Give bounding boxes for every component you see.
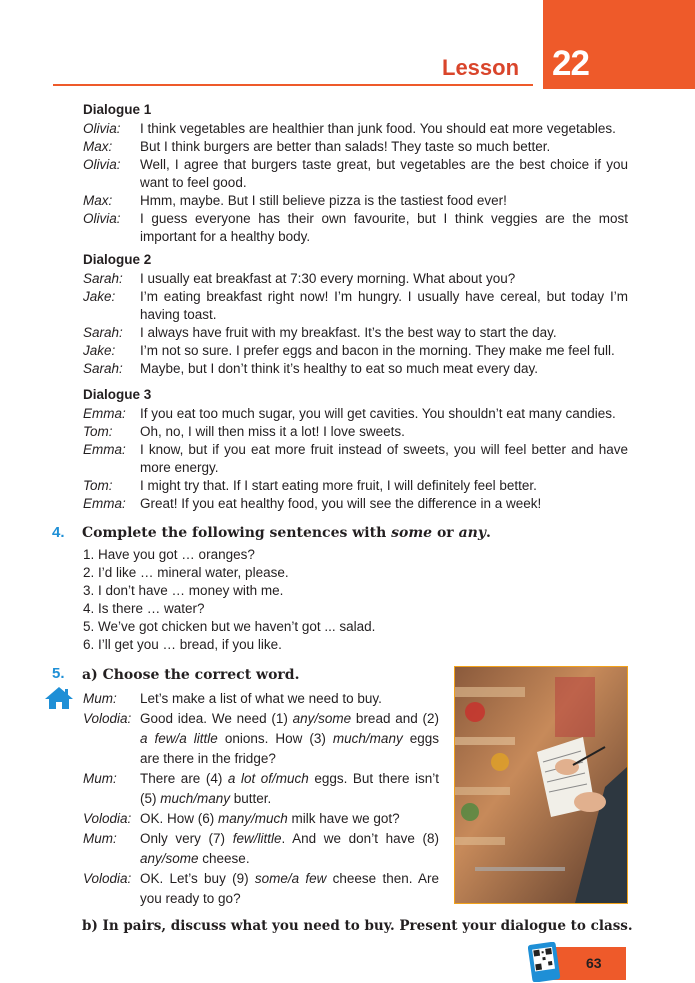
line-text: Maybe, but I don’t think it’s healthy to eat so much meat every day.	[140, 361, 538, 376]
speaker: Mum:	[83, 771, 117, 786]
line-text: I guess everyone has their own favourite, but I think veggies are the most important for a healthy body.	[140, 211, 628, 244]
text-part: cheese then. Are you ready to go?	[140, 871, 439, 906]
line-text: If you eat too much sugar, you will get cavities. You shouldn’t eat many candies.	[140, 406, 616, 421]
speaker: Tom:	[83, 478, 113, 493]
choice: few/little	[232, 831, 282, 846]
home-icon	[44, 686, 74, 710]
dialogue-line	[83, 869, 439, 909]
dialogue-line	[83, 360, 628, 378]
text-part: Good idea. We need (1)	[140, 711, 293, 726]
exercise-item: 4. Is there … water?	[83, 601, 205, 616]
line-text: I always have fruit with my breakfast. It’s the best way to start the day.	[140, 325, 557, 340]
dialogue-line	[83, 210, 628, 246]
dialogue-line	[83, 270, 628, 288]
dialogue-1-title: Dialogue 1	[83, 102, 152, 117]
line-text	[140, 869, 439, 909]
speaker: Sarah:	[83, 361, 123, 376]
exercise-item: 5. We’ve got chicken but we haven’t got ... salad.	[83, 619, 376, 634]
text-part: onions. How (3)	[217, 731, 333, 746]
dialogue-line	[83, 769, 439, 809]
exercise-5-number: 5.	[52, 665, 65, 682]
text-part: There are (4)	[140, 771, 228, 786]
lesson-number: 22	[552, 44, 589, 83]
choice: any/some	[292, 711, 352, 726]
exercise-5b-heading: b) In pairs, discuss what you need to buy. Present your dialogue to class.	[82, 918, 633, 934]
line-text: I might try that. If I start eating more fruit, I will definitely feel better.	[140, 478, 537, 493]
line-text	[140, 809, 439, 829]
heading-some: some	[391, 525, 433, 541]
text-part: bread and (2)	[351, 711, 439, 726]
dialogue-line	[83, 689, 439, 709]
speaker: Jake:	[83, 343, 116, 358]
text-part: Only very (7)	[140, 831, 233, 846]
exercise-4-heading	[82, 525, 491, 541]
line-text: Well, I agree that burgers taste great, but vegetables are the best choice if you want to feel good.	[140, 157, 628, 190]
choice: any/some	[140, 851, 199, 866]
line-text: I think vegetables are healthier than junk food. You should eat more vegetables.	[140, 121, 616, 136]
dialogue-line	[83, 342, 628, 360]
dialogue-3-title: Dialogue 3	[83, 387, 152, 402]
speaker: Olivia:	[83, 121, 121, 136]
text-part: milk have we got?	[287, 811, 400, 826]
dialogue-line	[83, 709, 439, 769]
lesson-title: Lesson	[442, 55, 520, 80]
dialogue-2-title: Dialogue 2	[83, 252, 152, 267]
speaker: Mum:	[83, 831, 117, 846]
dialogue-line	[83, 477, 628, 495]
speaker: Max:	[83, 139, 113, 154]
speaker: Olivia:	[83, 211, 121, 226]
dialogue-line	[83, 441, 628, 477]
line-text: I know, but if you eat more fruit instead of sweets, you will feel better and have more energy.	[140, 442, 628, 475]
speaker: Volodia:	[83, 711, 132, 726]
dialogue-line	[83, 809, 439, 829]
heading-part: .	[485, 525, 491, 541]
dialogue-line	[83, 288, 628, 324]
exercise-item: 6. I’ll get you … bread, if you like.	[83, 637, 282, 652]
speaker: Sarah:	[83, 271, 123, 286]
choice: a few/a little	[140, 731, 218, 746]
text-part: butter.	[230, 791, 272, 806]
dialogue-line	[83, 156, 628, 192]
line-text: I’m eating breakfast right now! I’m hungry. I usually have cereal, but today I’m having toast.	[140, 289, 628, 322]
choice: some/a few	[254, 871, 327, 886]
speaker: Volodia:	[83, 871, 132, 886]
exercise-item: 1. Have you got … oranges?	[83, 547, 255, 562]
qr-code-icon	[528, 942, 562, 982]
line-text	[140, 709, 439, 769]
choice: many/much	[218, 811, 288, 826]
line-text: Hmm, maybe. But I still believe pizza is the tastiest food ever!	[140, 193, 507, 208]
heading-any: any	[458, 525, 486, 541]
exercise-5a-heading: a) Choose the correct word.	[82, 667, 300, 683]
speaker: Emma:	[83, 442, 126, 457]
dialogue-line	[83, 138, 628, 156]
choice: much/many	[160, 791, 231, 806]
exercise-4-number: 4.	[52, 524, 65, 541]
dialogue-line	[83, 324, 628, 342]
page-number: 63	[586, 955, 602, 971]
speaker: Max:	[83, 193, 113, 208]
dialogue-line	[83, 192, 628, 210]
text-part: eggs. But there isn’t (5)	[140, 771, 440, 806]
text-part: eggs are there in the fridge?	[140, 731, 439, 766]
header-rule	[53, 84, 533, 86]
exercise-item: 2. I’d like … mineral water, please.	[83, 565, 289, 580]
shopping-list-photo	[454, 666, 628, 904]
heading-part: or	[432, 525, 459, 541]
text-part: cheese.	[198, 851, 250, 866]
choice: much/many	[332, 731, 403, 746]
line-text	[140, 769, 439, 809]
speaker: Tom:	[83, 424, 113, 439]
dialogue-line	[83, 829, 439, 869]
line-text: Great! If you eat healthy food, you will see the difference in a week!	[140, 496, 542, 511]
speaker: Sarah:	[83, 325, 123, 340]
choice: a lot of/much	[227, 771, 309, 786]
dialogue-line	[83, 405, 628, 423]
line-text: Let’s make a list of what we need to buy.	[140, 691, 382, 706]
speaker: Volodia:	[83, 811, 132, 826]
dialogue-line	[83, 495, 628, 513]
speaker: Olivia:	[83, 157, 121, 172]
line-text	[140, 829, 439, 869]
text-part: OK. How (6)	[140, 811, 219, 826]
dialogue-line	[83, 120, 628, 138]
text-part: . And we don’t have (8)	[281, 831, 439, 846]
line-text: Oh, no, I will then miss it a lot! I love sweets.	[140, 424, 405, 439]
speaker: Mum:	[83, 691, 117, 706]
line-text: I’m not so sure. I prefer eggs and bacon in the morning. They make me feel full.	[140, 343, 615, 358]
speaker: Emma:	[83, 406, 126, 421]
speaker: Emma:	[83, 496, 126, 511]
dialogue-line	[83, 423, 628, 441]
speaker: Jake:	[83, 289, 116, 304]
exercise-item: 3. I don’t have … money with me.	[83, 583, 284, 598]
heading-part: Complete the following sentences with	[82, 525, 392, 541]
text-part: OK. Let’s buy (9)	[140, 871, 255, 886]
line-text: But I think burgers are better than salads! They taste so much better.	[140, 139, 551, 154]
line-text: I usually eat breakfast at 7:30 every morning. What about you?	[140, 271, 516, 286]
